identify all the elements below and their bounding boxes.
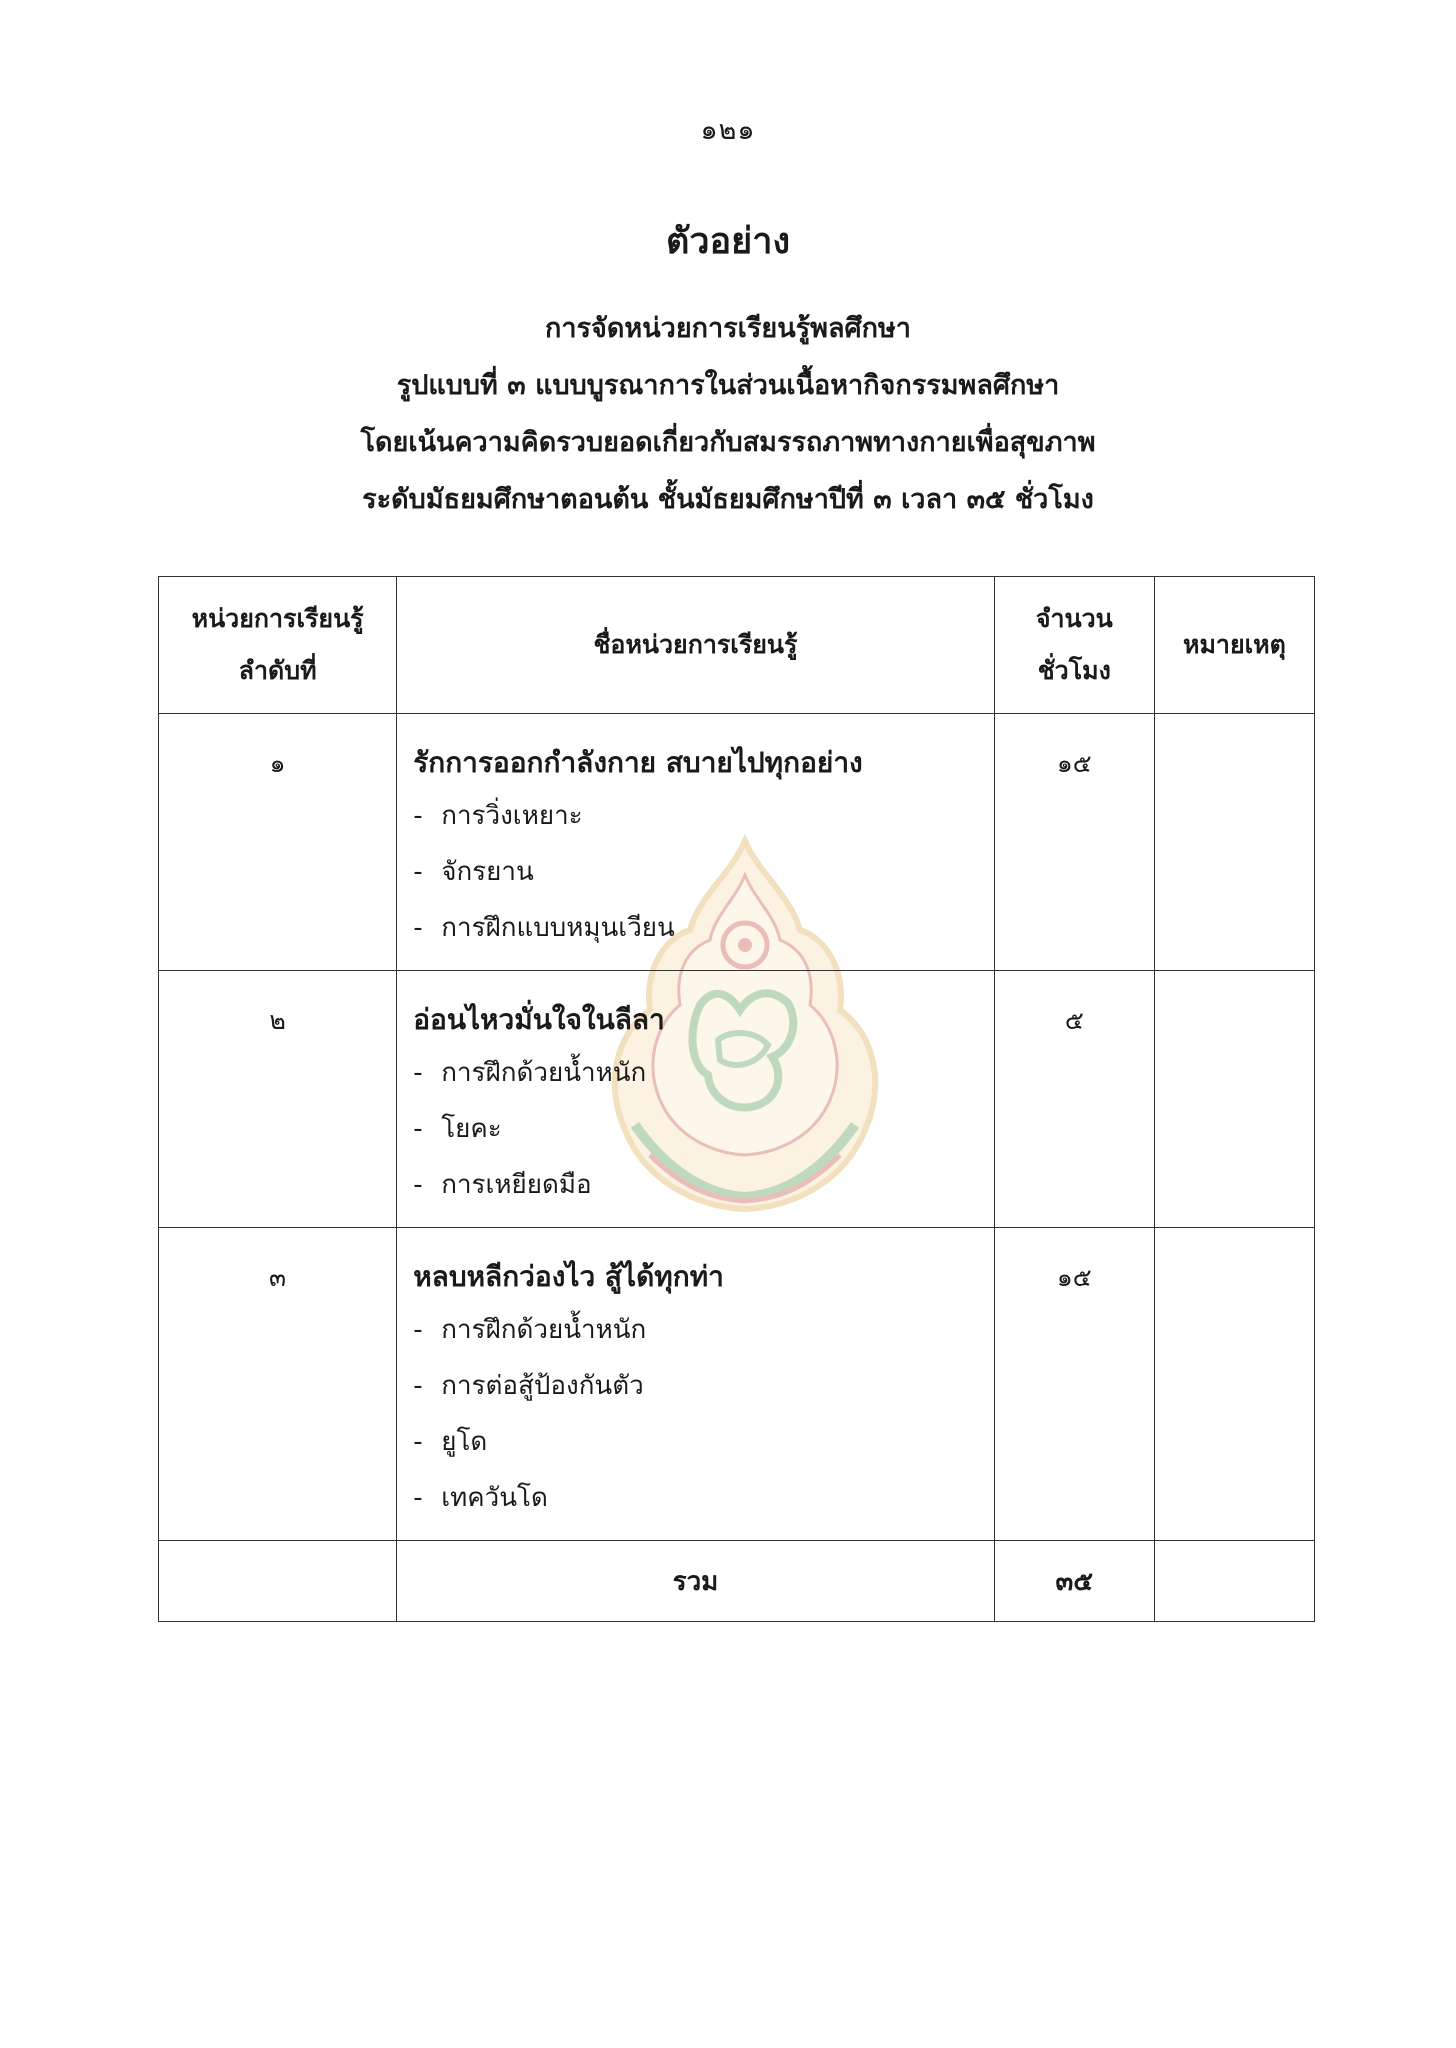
header-seq: [159, 577, 397, 714]
unit-sub-item: [413, 1045, 982, 1101]
unit-sub-item: [413, 788, 982, 844]
bullet-dash: -: [413, 1114, 423, 1144]
unit-sub-item: [413, 900, 982, 956]
table-row: [159, 971, 1315, 1228]
unit-seq: ๑: [159, 714, 397, 971]
total-empty-cell: [159, 1541, 397, 1622]
bullet-dash: -: [413, 1315, 423, 1345]
header-seq-line-1: หน่วยการเรียนรู้: [191, 604, 364, 633]
table-row: [159, 714, 1315, 971]
sub-item-label: จักรยาน: [441, 857, 534, 887]
learning-units-table: [158, 576, 1315, 1622]
subtitle-block: [0, 300, 1456, 528]
sub-item-label: การต่อสู้ป้องกันตัว: [441, 1371, 644, 1401]
unit-remark: [1154, 1228, 1314, 1541]
unit-title: รักการออกกำลังกาย สบายไปทุกอย่าง: [413, 746, 863, 779]
unit-name-cell: [397, 971, 995, 1228]
unit-remark: [1154, 714, 1314, 971]
unit-hours: ๑๕: [994, 1228, 1154, 1541]
header-hours-line-1: จำนวน: [1035, 604, 1113, 633]
bullet-dash: -: [413, 801, 423, 831]
unit-seq: ๓: [159, 1228, 397, 1541]
unit-sub-item: [413, 1157, 982, 1213]
bullet-dash: -: [413, 857, 423, 887]
bullet-dash: -: [413, 913, 423, 943]
subtitle-line-4: ระดับมัธยมศึกษาตอนต้น ชั้นมัธยมศึกษาปีที่ ๓ เวลา ๓๕ ชั่วโมง: [362, 484, 1094, 515]
unit-sub-item: [413, 1470, 982, 1526]
unit-name-cell: [397, 714, 995, 971]
header-remark: หมายเหตุ: [1154, 577, 1314, 714]
header-unit-name: ชื่อหน่วยการเรียนรู้: [397, 577, 995, 714]
unit-sub-item: [413, 1302, 982, 1358]
unit-sub-item: [413, 1358, 982, 1414]
unit-hours: ๑๕: [994, 714, 1154, 971]
sub-item-label: โยคะ: [441, 1114, 502, 1144]
bullet-dash: -: [413, 1058, 423, 1088]
bullet-dash: -: [413, 1427, 423, 1457]
sub-item-label: การฝึกด้วยน้ำหนัก: [441, 1315, 647, 1345]
table-header-row: [159, 577, 1315, 714]
total-hours: ๓๕: [994, 1541, 1154, 1622]
sub-item-label: เทควันโด: [441, 1483, 548, 1513]
unit-sub-item: [413, 1414, 982, 1470]
bullet-dash: -: [413, 1371, 423, 1401]
total-row: [159, 1541, 1315, 1622]
sub-item-label: การเหยียดมือ: [441, 1170, 592, 1200]
unit-hours: ๕: [994, 971, 1154, 1228]
subtitle-line-3: โดยเน้นความคิดรวบยอดเกี่ยวกับสมรรถภาพทางกายเพื่อสุขภาพ: [360, 427, 1096, 458]
page-number: ๑๒๑: [700, 115, 756, 146]
unit-sub-item: [413, 1101, 982, 1157]
page-heading: ตัวอย่าง: [665, 221, 791, 262]
unit-title: หลบหลีกว่องไว สู้ได้ทุกท่า: [413, 1260, 724, 1293]
sub-item-label: การวิ่งเหยาะ: [441, 801, 583, 831]
bullet-dash: -: [413, 1170, 423, 1200]
sub-item-label: การฝึกแบบหมุนเวียน: [441, 913, 675, 943]
header-hours-line-2: ชั่วโมง: [1037, 656, 1111, 685]
sub-item-label: ยูโด: [441, 1427, 488, 1457]
subtitle-line-2: รูปแบบที่ ๓ แบบบูรณาการในส่วนเนื้อหากิจกรรมพลศึกษา: [396, 370, 1060, 401]
header-seq-line-2: ลำดับที่: [238, 656, 317, 685]
total-label: รวม: [397, 1541, 995, 1622]
unit-remark: [1154, 971, 1314, 1228]
total-remark: [1154, 1541, 1314, 1622]
unit-name-cell: [397, 1228, 995, 1541]
unit-sub-item: [413, 844, 982, 900]
header-hours: [994, 577, 1154, 714]
bullet-dash: -: [413, 1483, 423, 1513]
subtitle-line-1: การจัดหน่วยการเรียนรู้พลศึกษา: [545, 313, 911, 344]
sub-item-label: การฝึกด้วยน้ำหนัก: [441, 1058, 647, 1088]
table-row: [159, 1228, 1315, 1541]
unit-title: อ่อนไหวมั่นใจในลีลา: [413, 1003, 665, 1036]
unit-seq: ๒: [159, 971, 397, 1228]
